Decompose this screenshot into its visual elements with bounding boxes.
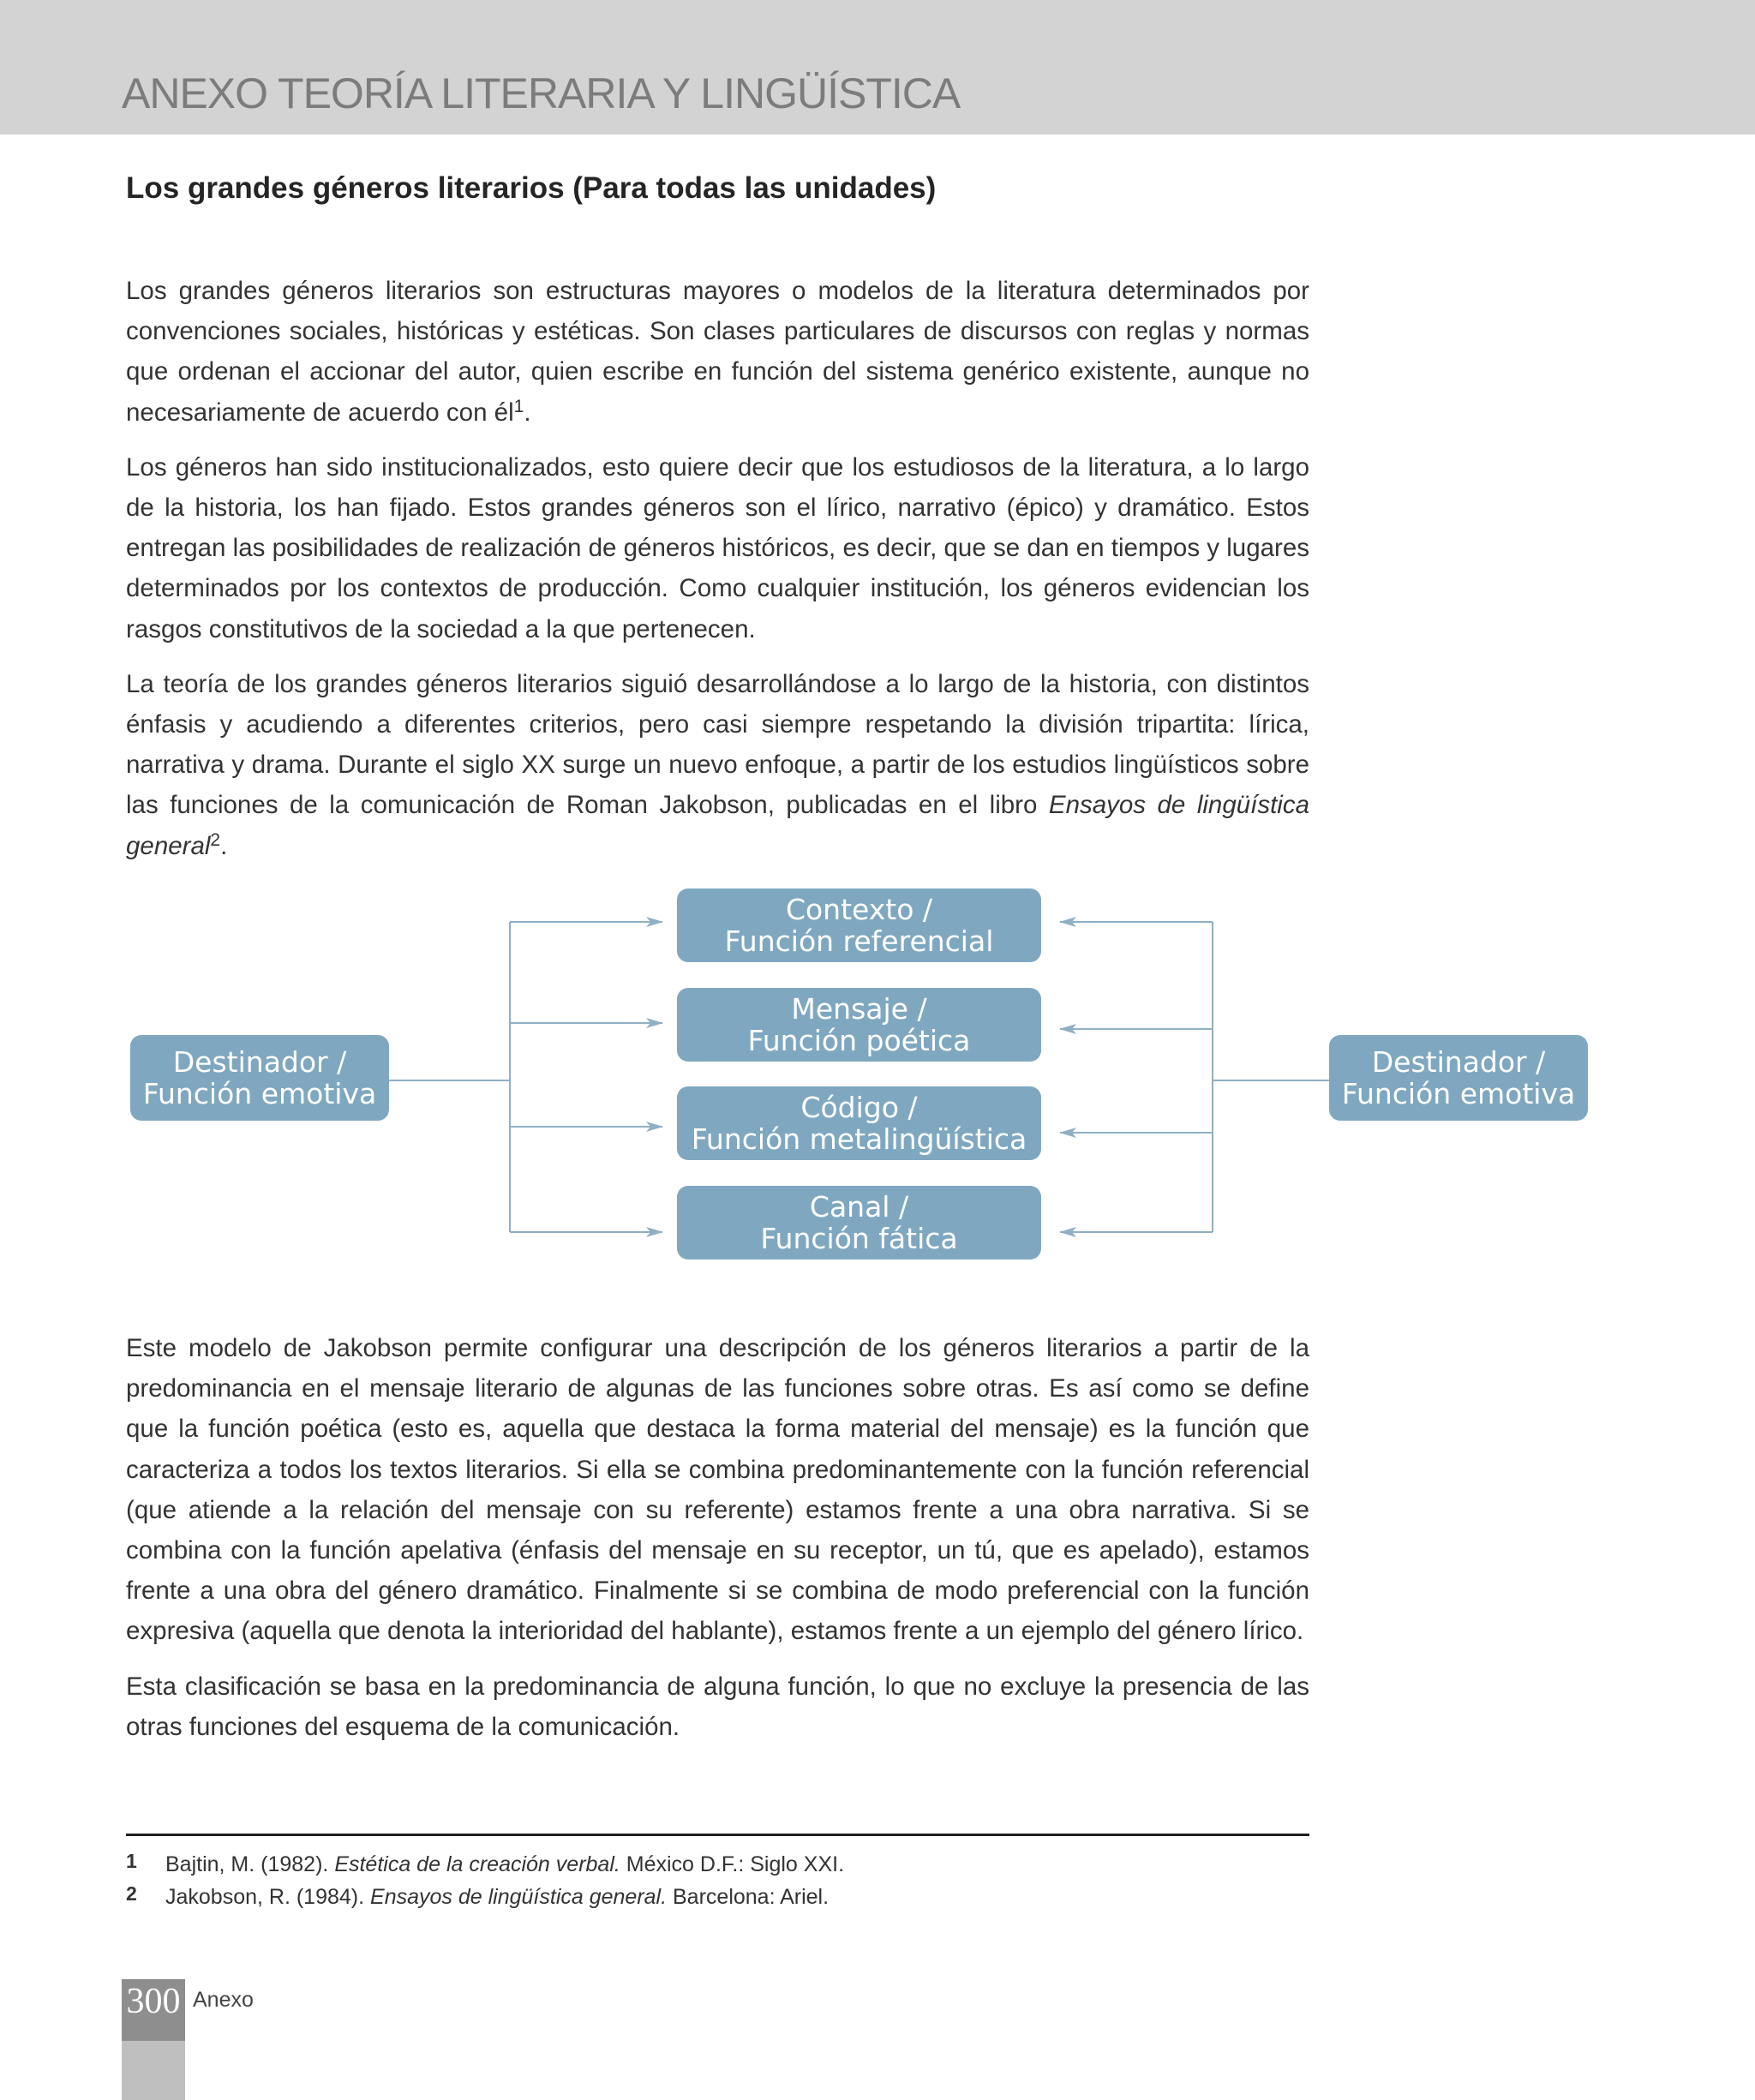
node-line: Contexto /	[785, 893, 933, 926]
paragraph-4: Este modelo de Jakobson permite configurar una descripción de los géneros literarios a partir de la predominancia en el mensaje literario de algunas de las funciones sobre otras. Es así como se define que la función poética (esto es, aquella que destaca la forma material del mensaje) es la función que caracteriza a todos los textos literarios. Si ella se combina predominantemente con la función referencial (que atiende a la relación del mensaje con su referente) estamos frente a una obra narrativa. Si se combina con la función apelativa (énfasis del mensaje en su receptor, un tú, que es apelado), estamos frente a una obra del género dramático. Finalmente si se combina de modo preferencial con la función expresiva (aquella que denota la interioridad del hablante), estamos frente a un ejemplo del género lírico.	[126, 1334, 1309, 1646]
footnote-publisher: México D.F.: Siglo XXI.	[620, 1852, 845, 1876]
footnote-number: 1	[126, 1850, 137, 1872]
footnote-2	[126, 1881, 844, 1913]
footnote-book-title: Ensayos de lingüística general.	[370, 1885, 668, 1909]
body-text-bottom	[126, 1328, 1309, 1762]
node-line: Función emotiva	[142, 1077, 377, 1110]
footnote-ref-2: 2	[210, 829, 221, 850]
paragraph-1-text: Los grandes géneros literarios son estructuras mayores o modelos de la literatura determinados por convenciones sociales, históricas y estéticas. Son clases particulares de discursos con reglas y normas que ordenan el accionar del autor, quien escribe en función del sistema genérico existente, aunque no necesariamente de acuerdo con él	[126, 277, 1309, 427]
node-mensaje	[677, 988, 1041, 1062]
footnote-ref-1: 1	[513, 396, 524, 416]
jakobson-diagram	[0, 865, 1755, 1277]
body-text-top	[126, 271, 1309, 881]
node-canal	[677, 1186, 1041, 1259]
node-line: Función emotiva	[1341, 1077, 1576, 1110]
node-line: Función poética	[747, 1024, 971, 1057]
paragraph-1	[126, 271, 1309, 433]
page-number: 300	[126, 1982, 181, 2021]
node-line: Destinador /	[1371, 1045, 1546, 1079]
footnote-publisher: Barcelona: Ariel.	[667, 1885, 830, 1909]
footnote-book-title: Estética de la creación verbal.	[334, 1852, 620, 1876]
node-line: Mensaje /	[791, 992, 927, 1026]
node-line: Función referencial	[724, 924, 994, 958]
footnote-text: Jakobson, R. (1984).	[165, 1885, 371, 1909]
page-header-title: ANEXO TEORÍA LITERARIA Y LINGÜÍSTICA	[122, 69, 961, 117]
node-contexto	[677, 888, 1041, 962]
node-line: Canal /	[809, 1190, 909, 1224]
page-section-label: Anexo	[193, 1988, 254, 2012]
paragraph-2: Los géneros han sido institucionalizados, esto quiere decir que los estudiosos de la literatura, a lo largo de la historia, los han fijado. Estos grandes géneros son el lírico, narrativo (épico) y dramático. Estos entregan las posibilidades de realización de géneros históricos, es decir, que se dan en tiempos y lugares determinados por los contextos de producción. Como cualquier institución, los géneros evidencian los rasgos constitutivos de la sociedad a la que pertenecen.	[126, 452, 1309, 643]
node-line: Función fática	[760, 1222, 958, 1255]
book-title: Ensayos de lingüística general	[126, 791, 1309, 860]
node-destinador-right	[1329, 1035, 1588, 1121]
footnotes	[126, 1848, 844, 1913]
section-title: Los grandes géneros literarios (Para todas las unidades)	[126, 171, 937, 205]
footnote-divider	[126, 1834, 1309, 1836]
paragraph-3-text: La teoría de los grandes géneros literarios siguió desarrollándose a lo largo de la historia, con distintos énfasis y acudiendo a diferentes criterios, pero casi siempre respetando la división tripartita: lírica, narrativa y drama. Durante el siglo XX surge un nuevo enfoque, a partir de los estudios lingüísticos sobre las funciones de la comunicación de Roman Jakobson, publicadas en el libro	[126, 669, 1309, 820]
paragraph-1-end: .	[524, 398, 531, 427]
node-line: Destinador /	[172, 1045, 347, 1079]
node-line: Función metalingüística	[691, 1122, 1027, 1156]
footnote-text: Bajtin, M. (1982).	[165, 1852, 335, 1876]
paragraph-5: Esta clasificación se basa en la predominancia de alguna función, lo que no excluye la presencia de las otras funciones del esquema de la comunicación.	[126, 1672, 1309, 1741]
footnote-number: 2	[126, 1882, 137, 1905]
node-destinador-left	[130, 1035, 389, 1121]
paragraph-3-end: .	[220, 831, 228, 860]
node-line: Código /	[800, 1091, 918, 1124]
paragraph-3	[126, 664, 1309, 866]
footnote-1	[126, 1848, 844, 1881]
node-codigo	[677, 1086, 1041, 1160]
